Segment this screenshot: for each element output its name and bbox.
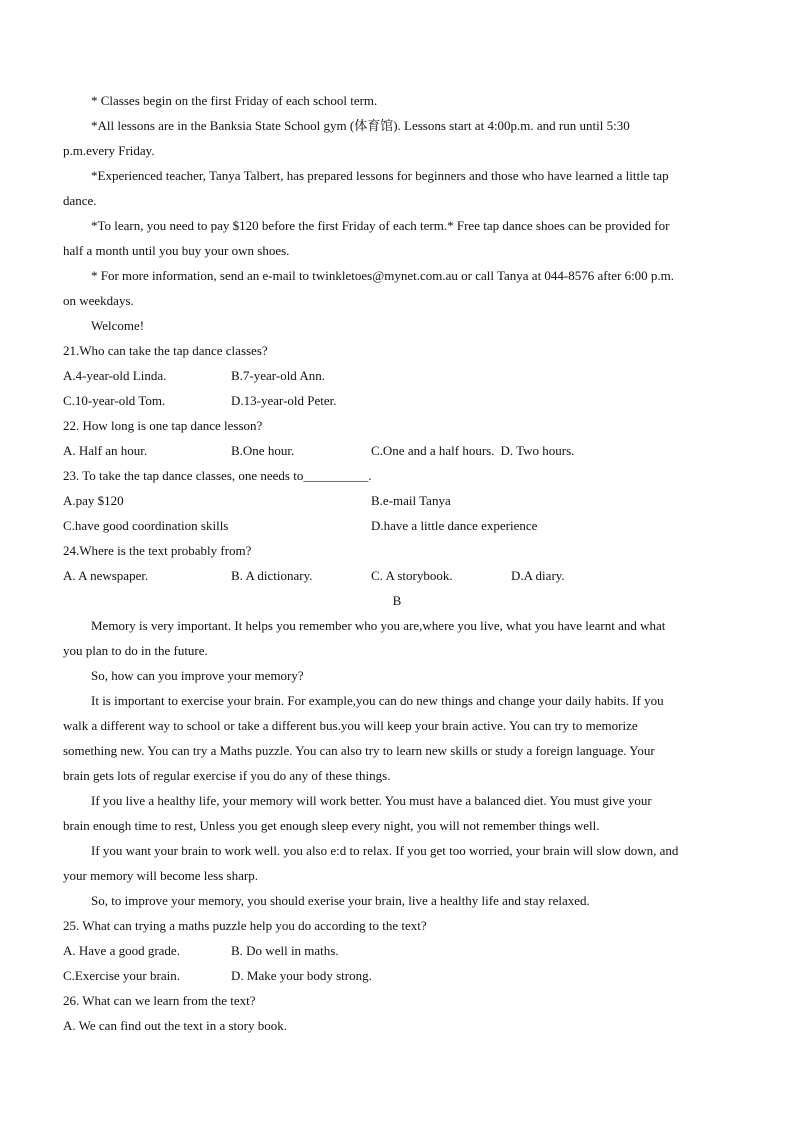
document-page xyxy=(63,88,731,1038)
passage-line: It is important to exercise your brain. For example,you can do new things and change your daily habits. If you xyxy=(91,693,664,708)
option-b: B. A dictionary. xyxy=(231,568,313,583)
passage-line: your memory will become less sharp. xyxy=(63,868,258,883)
option-a: A. A newspaper. xyxy=(63,568,149,583)
option-b: B. Do well in maths. xyxy=(231,943,339,958)
option-b: B.One hour. xyxy=(231,443,295,458)
option-d: D. Two hours. xyxy=(500,443,575,458)
option-d: D.A diary. xyxy=(511,568,565,583)
passage-line: If you want your brain to work well. you also e:d to relax. If you get too worried, your brain will slow down, and xyxy=(91,843,679,858)
passage-line: walk a different way to school or take a different bus.you will keep your brain active. You can try to memorize xyxy=(63,718,638,733)
passage-line: So, to improve your memory, you should exerise your brain, live a healthy life and stay relaxed. xyxy=(91,893,590,908)
option-a: A. Half an hour. xyxy=(63,443,148,458)
option-c: C. A storybook. xyxy=(371,568,453,583)
option-b: B.e-mail Tanya xyxy=(371,493,451,508)
passage-line: something new. You can try a Maths puzzle. You can also try to learn new skills or study a foreign language. Your xyxy=(63,743,655,758)
notice-line: * For more information, send an e-mail to twinkletoes@mynet.com.au or call Tanya at 044-8576 after 6:00 p.m. xyxy=(91,268,675,283)
passage-line: So, how can you improve your memory? xyxy=(91,668,304,683)
option-a: A.pay $120 xyxy=(63,493,124,508)
question-22-stem: 22. How long is one tap dance lesson? xyxy=(63,418,263,433)
option-b: B.7-year-old Ann. xyxy=(231,368,325,383)
passage-line: If you live a healthy life, your memory will work better. You must have a balanced diet. You must give your xyxy=(91,793,652,808)
option-a: A. Have a good grade. xyxy=(63,943,180,958)
option-a: A. We can find out the text in a story book. xyxy=(63,1018,288,1033)
notice-line: half a month until you buy your own shoes. xyxy=(63,243,290,258)
question-21-stem: 21.Who can take the tap dance classes? xyxy=(63,343,268,358)
option-d: D.have a little dance experience xyxy=(371,518,538,533)
question-23-stem: 23. To take the tap dance classes, one needs to__________. xyxy=(63,468,372,483)
notice-line: dance. xyxy=(63,193,97,208)
section-b-heading: B xyxy=(392,593,402,608)
question-26-stem: 26. What can we learn from the text? xyxy=(63,993,256,1008)
passage-line: brain gets lots of regular exercise if you do any of these things. xyxy=(63,768,391,783)
question-23-options-row xyxy=(63,513,731,538)
notice-line: p.m.every Friday. xyxy=(63,143,155,158)
question-24-stem: 24.Where is the text probably from? xyxy=(63,543,252,558)
notice-line: * Classes begin on the first Friday of each school term. xyxy=(91,93,378,108)
passage-line: Memory is very important. It helps you remember who you are,where you live, what you have learnt and what xyxy=(91,618,666,633)
notice-line: *To learn, you need to pay $120 before the first Friday of each term.* Free tap dance shoes can be provided for xyxy=(91,218,670,233)
option-a: A.4-year-old Linda. xyxy=(63,368,167,383)
option-c: C.have good coordination skills xyxy=(63,518,229,533)
passage-line: you plan to do in the future. xyxy=(63,643,208,658)
question-25-options-row xyxy=(63,963,731,988)
notice-line: on weekdays. xyxy=(63,293,134,308)
question-21-options-row xyxy=(63,388,731,413)
notice-line: *Experienced teacher, Tanya Talbert, has prepared lessons for beginners and those who have learned a little tap xyxy=(91,168,669,183)
question-24-options-row xyxy=(63,563,731,588)
notice-line: *All lessons are in the Banksia State School gym (体育馆). Lessons start at 4:00p.m. and run until 5:30 xyxy=(91,118,630,133)
option-c: C.One and a half hours. xyxy=(371,443,495,458)
question-23-options-row xyxy=(63,488,731,513)
passage-line: brain enough time to rest, Unless you get enough sleep every night, you will not remember things well. xyxy=(63,818,600,833)
question-22-options-row xyxy=(63,438,731,463)
option-c: C.10-year-old Tom. xyxy=(63,393,166,408)
question-25-stem: 25. What can trying a maths puzzle help you do according to the text? xyxy=(63,918,427,933)
question-21-options-row xyxy=(63,363,731,388)
option-d: D.13-year-old Peter. xyxy=(231,393,337,408)
option-d: D. Make your body strong. xyxy=(231,968,372,983)
option-c: C.Exercise your brain. xyxy=(63,968,180,983)
question-25-options-row xyxy=(63,938,731,963)
welcome-text: Welcome! xyxy=(91,318,145,333)
